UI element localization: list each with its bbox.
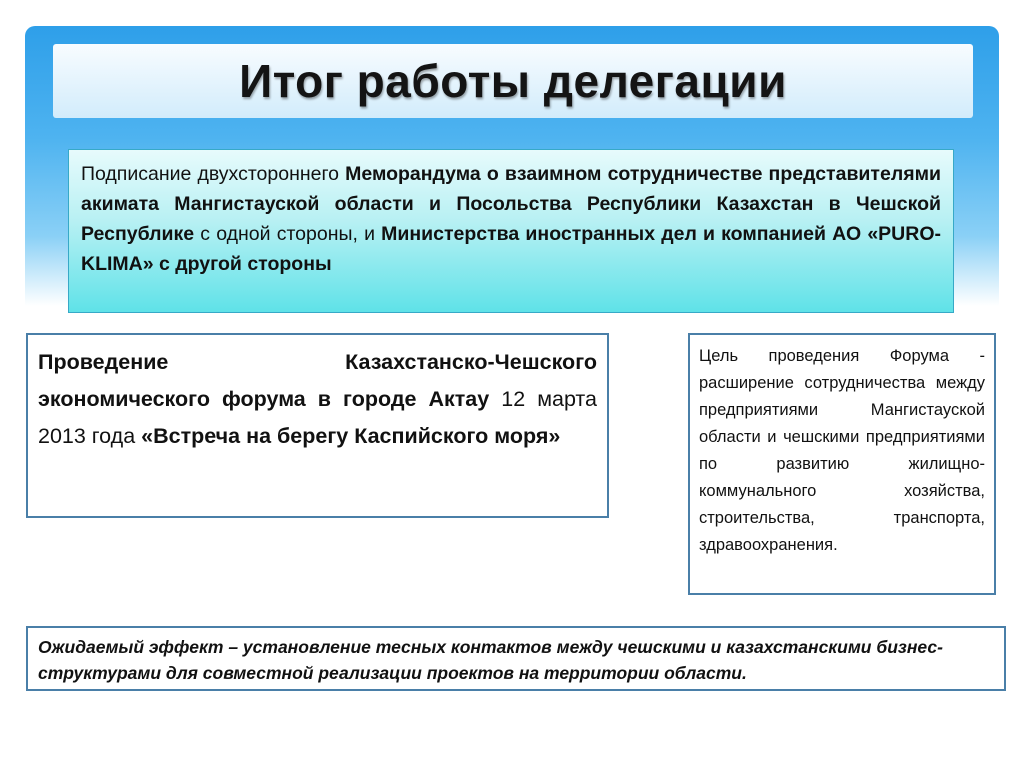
slide-title: Итог работы делегации	[239, 55, 787, 107]
forum-box	[26, 333, 609, 518]
forum-text-bold-2: «Встреча на берегу Каспийского моря»	[141, 424, 561, 448]
memorandum-box	[68, 149, 954, 313]
effect-box	[26, 626, 1006, 691]
memo-text-intro: Подписание двухстороннего	[81, 163, 346, 185]
memo-text-bold-1: Меморандума о взаимном сотрудничестве представителями акимата Мангистауской области и Посольства Республики Казахстан в Чешской Республике	[81, 163, 941, 245]
forum-date: 12 марта 2013 года	[38, 387, 597, 448]
forum-text-bold-1: Проведение Казахстанско-Чешского экономического форума в городе Актау	[38, 350, 597, 411]
goal-text: Цель проведения Форума - расширение сотрудничества между предприятиями Мангистауской области и чешскими предприятиями по развитию жилищно-коммунального хозяйства, строительства, транспорта, здравоохранения.	[699, 347, 985, 554]
effect-text: Ожидаемый эффект – установление тесных контактов между чешскими и казахстанскими бизнес-структурами для совместной реализации проектов на территории области.	[38, 637, 943, 683]
title-bar	[53, 44, 973, 118]
goal-box	[688, 333, 996, 595]
memo-text-middle: с одной стороны, и	[194, 223, 382, 245]
memo-text-bold-2: Министерства иностранных дел и компанией АО «PURO-KLIMA» с другой стороны	[81, 223, 941, 275]
